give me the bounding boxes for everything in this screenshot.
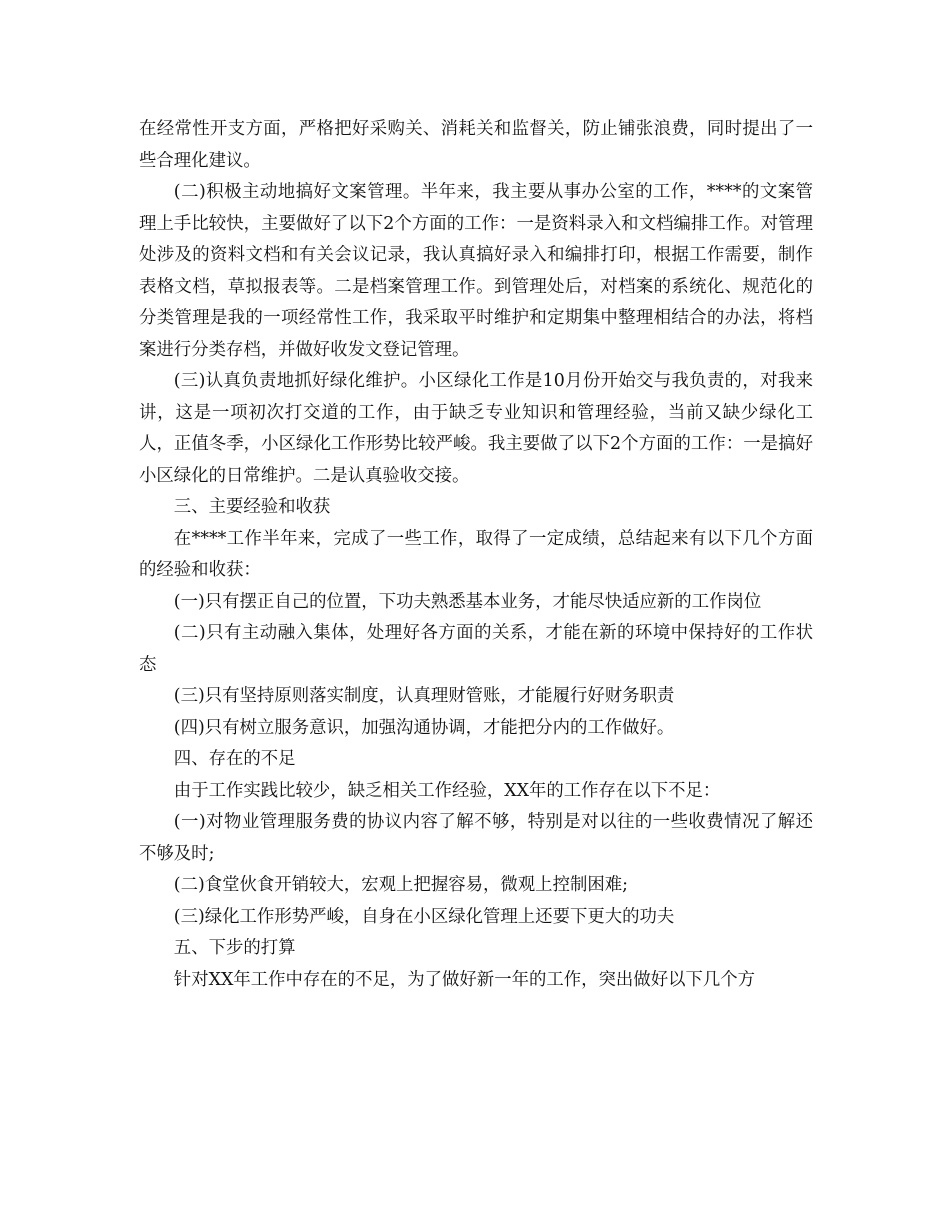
paragraph-next-plan-intro: 针对XX年工作中存在的不足，为了做好新一年的工作，突出做好以下几个方 [173, 969, 756, 990]
paragraph-expense-control: 在经常性开支方面，严格把好采购关、消耗关和监督关，防止铺张浪费，同时提出了一些合理化建议。 [139, 119, 813, 171]
section-heading-shortcomings: 四、存在的不足 [173, 749, 296, 769]
list-item-experience-4: (四)只有树立服务意识，加强沟通协调，才能把分内的工作做好。 [173, 717, 675, 738]
paragraph-experience-intro: 在****工作半年来，完成了一些工作，取得了一定成绩，总结起来有以下几个方面的经验和收获： [139, 528, 813, 580]
section-heading-next-plan: 五、下步的打算 [173, 938, 296, 958]
list-item-experience-1: (一)只有摆正自己的位置，下功夫熟悉基本业务，才能尽快适应新的工作岗位 [173, 591, 762, 612]
paragraph-greening-maintenance: (三)认真负责地抓好绿化维护。小区绿化工作是10月份开始交与我负责的，对我来讲，这是一项初次打交道的工作，由于缺乏专业知识和管理经验，当前又缺少绿化工人，正值冬季，小区绿化工作形势比较严峻。我主要做了以下2个方面的工作：一是搞好小区绿化的日常维护。二是认真验收交接。 [139, 371, 813, 486]
paragraph-document-management: (二)积极主动地搞好文案管理。半年来，我主要从事办公室的工作，****的文案管理上手比较快，主要做好了以下2个方面的工作：一是资料录入和文档编排工作。对管理处涉及的资料文档和有关会议记录，我认真搞好录入和编排打印，根据工作需要，制作表格文档，草拟报表等。二是档案管理工作。到管理处后，对档案的系统化、规范化的分类管理是我的一项经常性工作，我采取平时维护和定期集中整理相结合的办法，将档案进行分类存档，并做好收发文登记管理。 [139, 182, 813, 360]
list-item-experience-3: (三)只有坚持原则落实制度，认真理财管账，才能履行好财务职责 [173, 686, 675, 706]
document-body [139, 114, 813, 996]
list-item-shortcoming-2: (二)食堂伙食开销较大，宏观上把握容易，微观上控制困难; [173, 875, 628, 895]
list-item-shortcoming-1: (一)对物业管理服务费的协议内容了解不够，特别是对以往的一些收费情况了解还不够及时; [139, 812, 813, 864]
list-item-experience-2: (二)只有主动融入集体，处理好各方面的关系，才能在新的环境中保持好的工作状态 [139, 623, 813, 675]
paragraph-shortcomings-intro: 由于工作实践比较少，缺乏相关工作经验，XX年的工作存在以下不足： [173, 780, 721, 801]
section-heading-experience: 三、主要经验和收获 [173, 497, 331, 517]
list-item-shortcoming-3: (三)绿化工作形势严峻，自身在小区绿化管理上还要下更大的功夫 [173, 906, 675, 927]
